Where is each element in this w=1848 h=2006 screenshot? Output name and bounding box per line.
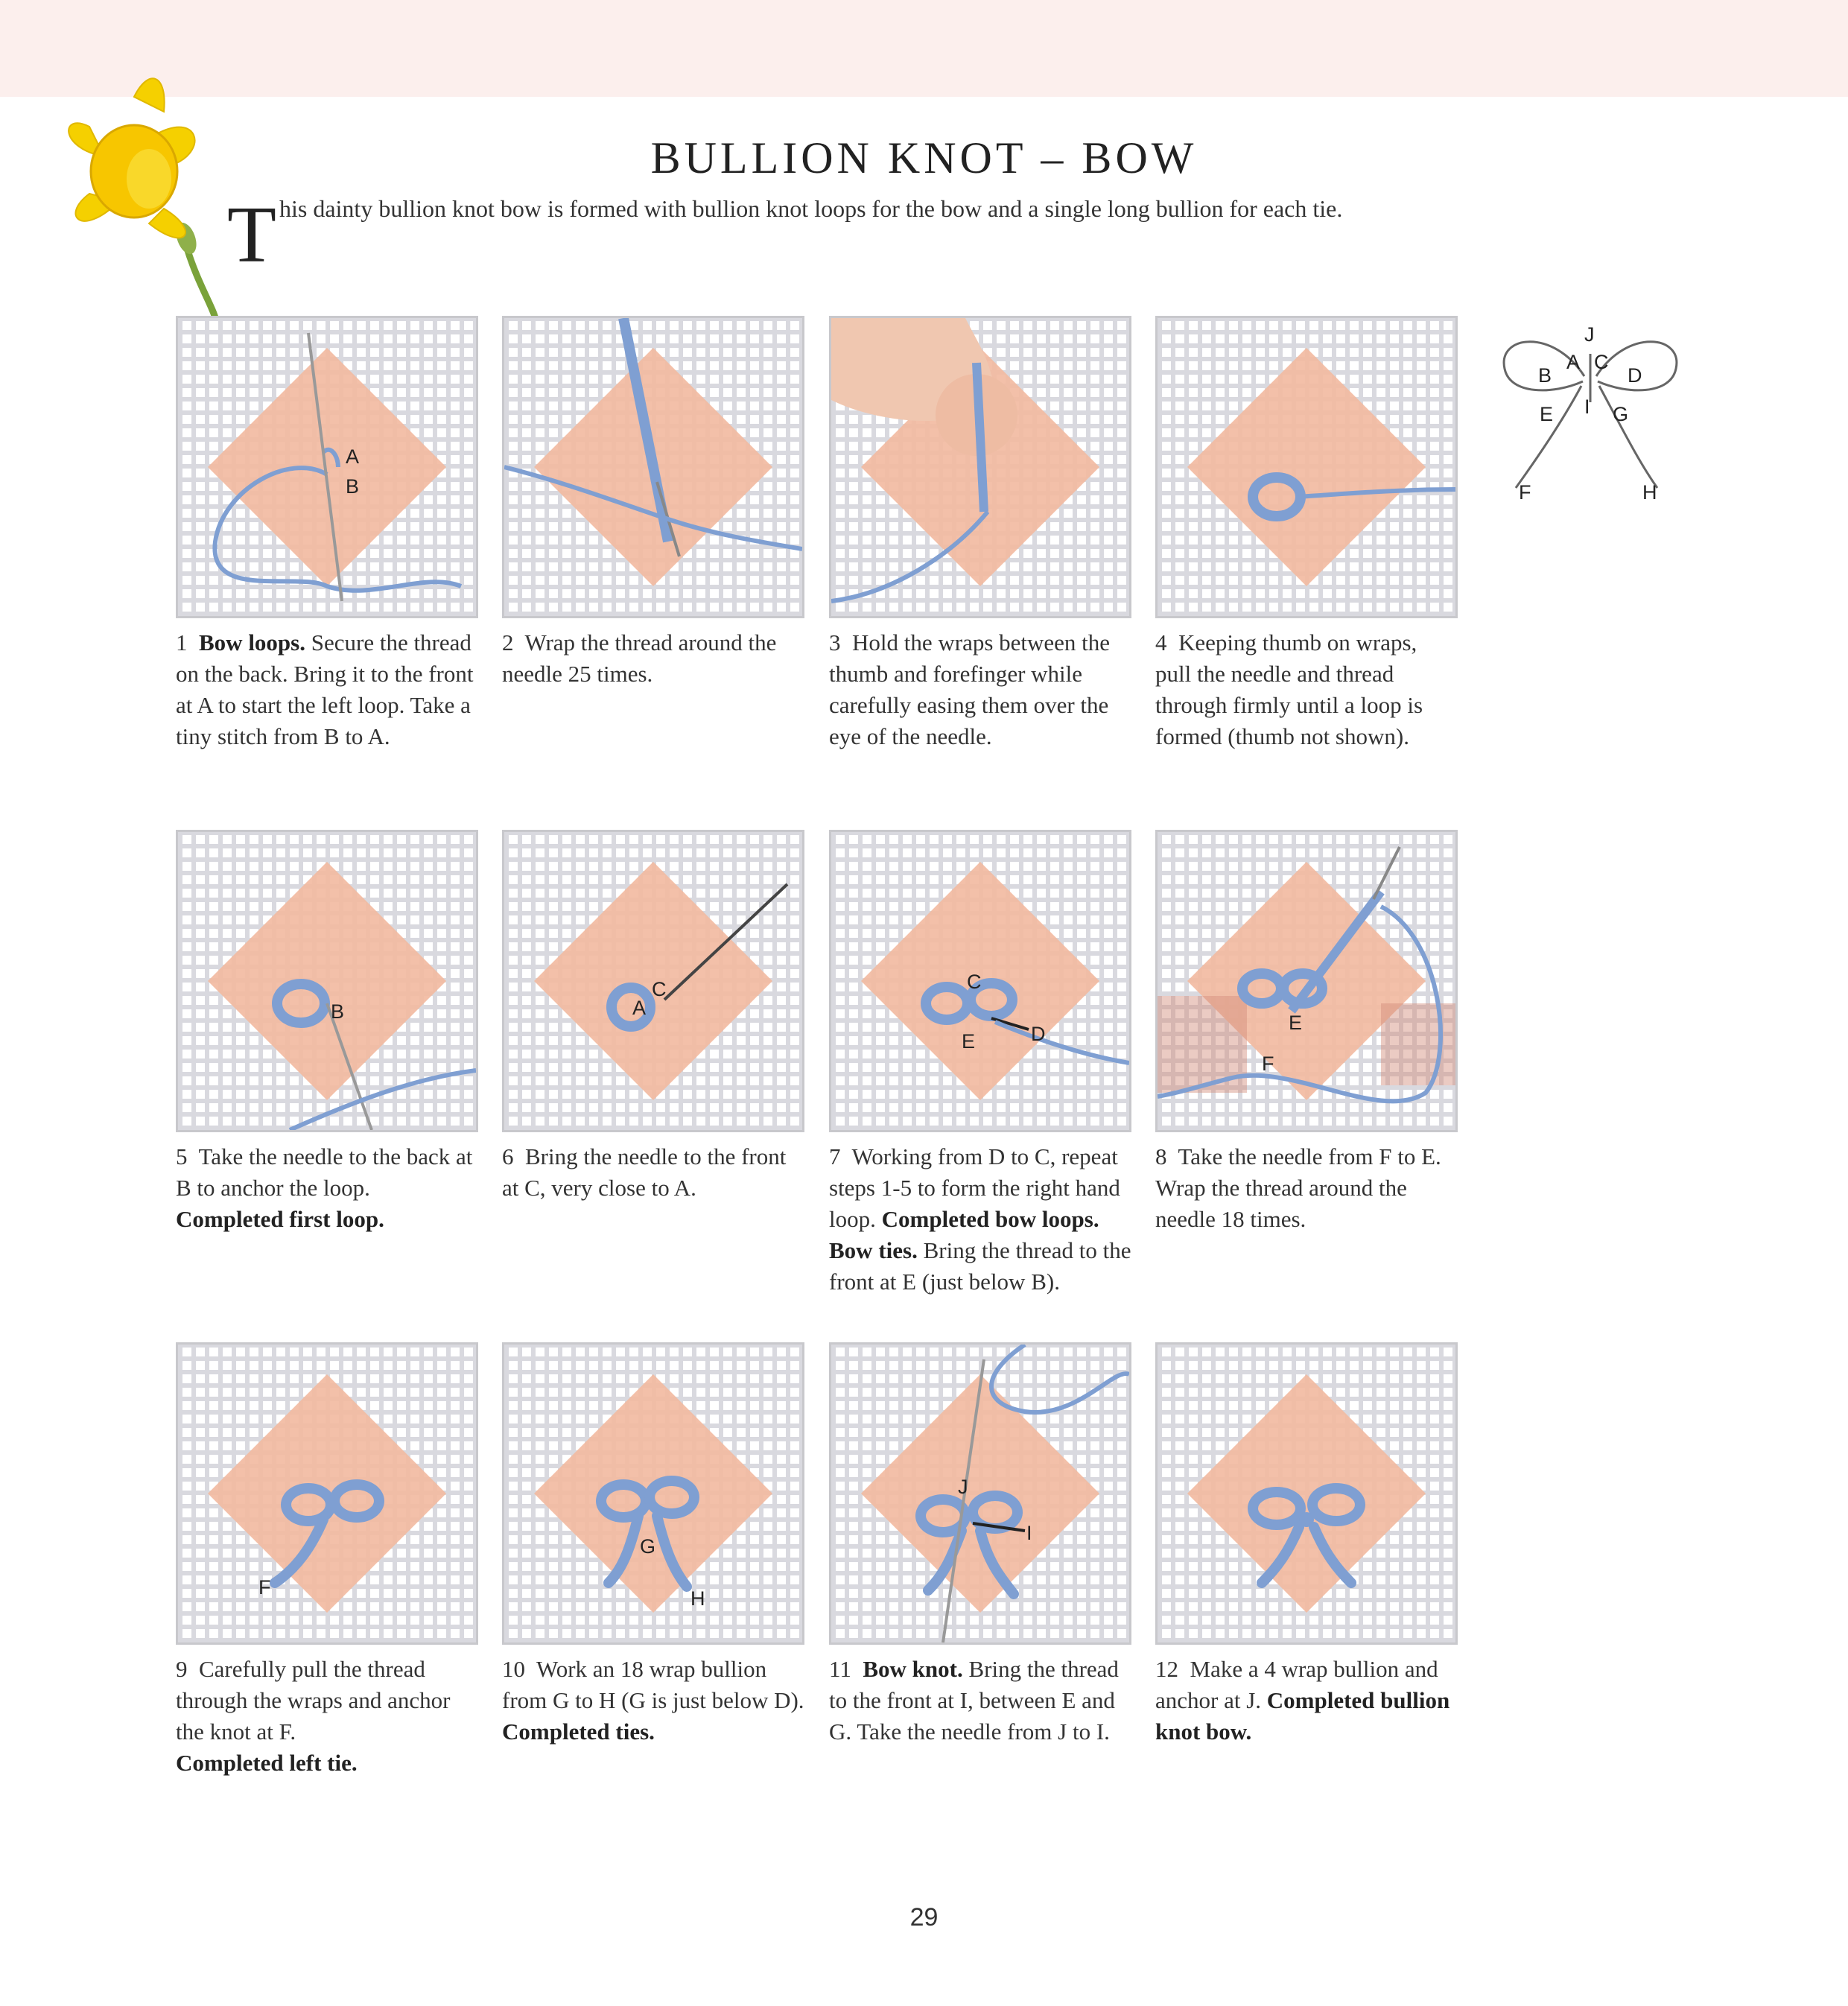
step-text: Bring the thread to the front at I, between E and G. Take the needle from J to I. bbox=[829, 1656, 1119, 1745]
step-text: Secure the thread on the back. Bring it to the front at A to start the left loop. Take a tiny stitch from B to A. bbox=[176, 629, 474, 749]
step-1 bbox=[176, 316, 478, 752]
step-10 bbox=[502, 1342, 804, 1748]
diagram-label-c: C bbox=[1594, 351, 1609, 373]
step-number: 3 bbox=[829, 629, 841, 656]
daffodil-image bbox=[37, 67, 231, 320]
photo-label: D bbox=[1031, 1023, 1046, 1045]
photo-label: C bbox=[652, 978, 667, 1000]
photo-label: H bbox=[690, 1587, 705, 1610]
step-photo bbox=[176, 316, 478, 618]
step-number: 9 bbox=[176, 1656, 188, 1682]
step-text: Make a 4 wrap bullion and anchor at J. bbox=[1155, 1656, 1438, 1713]
step-text-end: Bring the thread to the front at E (just below B). bbox=[829, 1237, 1131, 1295]
step-caption bbox=[829, 1141, 1131, 1298]
step-photo bbox=[829, 1342, 1131, 1645]
step-photo bbox=[1155, 1342, 1458, 1645]
step-9 bbox=[176, 1342, 478, 1779]
step-number: 8 bbox=[1155, 1143, 1167, 1169]
step-photo bbox=[829, 830, 1131, 1132]
step-photo bbox=[176, 1342, 478, 1645]
step-text: Work an 18 wrap bullion from G to H (G is just below D). bbox=[502, 1656, 804, 1713]
drop-cap: T bbox=[227, 191, 276, 279]
page-number: 29 bbox=[909, 1903, 939, 1932]
photo-label: E bbox=[1289, 1012, 1303, 1034]
step-photo bbox=[1155, 830, 1458, 1132]
step-caption bbox=[502, 1141, 804, 1204]
step-12 bbox=[1155, 1342, 1458, 1748]
step-11 bbox=[829, 1342, 1131, 1748]
step-completion: Completed left tie. bbox=[176, 1750, 358, 1776]
step-photo bbox=[502, 316, 804, 618]
step-photo bbox=[1155, 316, 1458, 618]
step-4 bbox=[1155, 316, 1458, 752]
step-text: Wrap the thread around the needle 25 times. bbox=[502, 629, 777, 687]
step-text: Carefully pull the thread through the wraps and anchor the knot at F. bbox=[176, 1656, 451, 1745]
step-photo bbox=[829, 316, 1131, 618]
page-title: BULLION KNOT – BOW bbox=[650, 133, 1198, 182]
step-caption bbox=[502, 1654, 804, 1748]
photo-label: A bbox=[632, 997, 647, 1019]
step-text: Working from D to C, repeat steps 1-5 to form the right hand loop. bbox=[829, 1143, 1120, 1232]
step-3 bbox=[829, 316, 1131, 752]
step-7 bbox=[829, 830, 1131, 1298]
step-number: 10 bbox=[502, 1656, 525, 1682]
diagram-label-i: I bbox=[1584, 396, 1590, 418]
diagram-right-tie bbox=[1599, 386, 1657, 488]
step-number: 11 bbox=[829, 1656, 851, 1682]
diagram-label-g: G bbox=[1613, 403, 1629, 425]
diagram-label-f: F bbox=[1519, 481, 1531, 504]
step-heading: Bow knot. bbox=[863, 1656, 963, 1682]
step-text: Bring the needle to the front at C, very close to A. bbox=[502, 1143, 787, 1201]
photo-label: G bbox=[640, 1535, 656, 1558]
step-completion: Completed ties. bbox=[502, 1718, 655, 1745]
step-8 bbox=[1155, 830, 1458, 1235]
step-caption bbox=[1155, 1141, 1458, 1235]
step-heading: Bow loops. bbox=[199, 629, 305, 656]
photo-label: I bbox=[1026, 1522, 1032, 1544]
step-caption bbox=[829, 627, 1131, 752]
step-5 bbox=[176, 830, 478, 1235]
step-caption bbox=[176, 627, 478, 752]
diagram-label-a: A bbox=[1566, 351, 1581, 373]
step-6 bbox=[502, 830, 804, 1204]
diagram-label-b: B bbox=[1538, 364, 1552, 387]
step-completion: Completed bow loops. Bow ties. bbox=[829, 1206, 1099, 1263]
step-2 bbox=[502, 316, 804, 690]
step-photo bbox=[502, 830, 804, 1132]
step-photo bbox=[502, 1342, 804, 1645]
step-caption bbox=[1155, 1654, 1458, 1748]
photo-label: E bbox=[962, 1030, 976, 1053]
step-text: Keeping thumb on wraps, pull the needle and thread through firmly until a loop is formed (thumb not shown). bbox=[1155, 629, 1423, 749]
step-photo bbox=[176, 830, 478, 1132]
photo-label: F bbox=[258, 1576, 271, 1599]
intro-text: his dainty bullion knot bow is formed with bullion knot loops for the bow and a single long bullion for each tie. bbox=[279, 195, 1343, 222]
step-text: Hold the wraps between the thumb and forefinger while carefully easing them over the eye of the needle. bbox=[829, 629, 1111, 749]
top-band bbox=[0, 0, 1848, 97]
step-caption bbox=[176, 1141, 478, 1235]
step-caption bbox=[829, 1654, 1131, 1748]
step-number: 1 bbox=[176, 629, 188, 656]
step-caption bbox=[176, 1654, 478, 1779]
step-caption bbox=[502, 627, 804, 690]
diagram-left-tie bbox=[1516, 386, 1581, 488]
photo-label: A bbox=[346, 445, 360, 468]
diagram-label-d: D bbox=[1628, 364, 1642, 387]
photo-label: C bbox=[967, 971, 982, 993]
step-number: 4 bbox=[1155, 629, 1167, 656]
photo-label: J bbox=[958, 1476, 968, 1498]
step-text: Take the needle from F to E. Wrap the thread around the needle 18 times. bbox=[1155, 1143, 1441, 1232]
step-completion: Completed first loop. bbox=[176, 1206, 384, 1232]
step-number: 12 bbox=[1155, 1656, 1178, 1682]
photo-label: F bbox=[1262, 1053, 1274, 1075]
step-number: 7 bbox=[829, 1143, 841, 1169]
photo-label: B bbox=[346, 475, 360, 498]
step-caption bbox=[1155, 627, 1458, 752]
step-number: 2 bbox=[502, 629, 514, 656]
photo-label: B bbox=[331, 1000, 345, 1023]
step-number: 6 bbox=[502, 1143, 514, 1169]
step-text: Take the needle to the back at B to anchor the loop. bbox=[176, 1143, 473, 1201]
diagram-label-e: E bbox=[1540, 403, 1554, 425]
step-number: 5 bbox=[176, 1143, 188, 1169]
step-completion: Completed bullion knot bow. bbox=[1155, 1687, 1450, 1745]
bow-diagram bbox=[1493, 320, 1687, 514]
diagram-label-j: J bbox=[1584, 323, 1595, 346]
diagram-label-h: H bbox=[1642, 481, 1657, 504]
intro-paragraph bbox=[227, 191, 1702, 279]
